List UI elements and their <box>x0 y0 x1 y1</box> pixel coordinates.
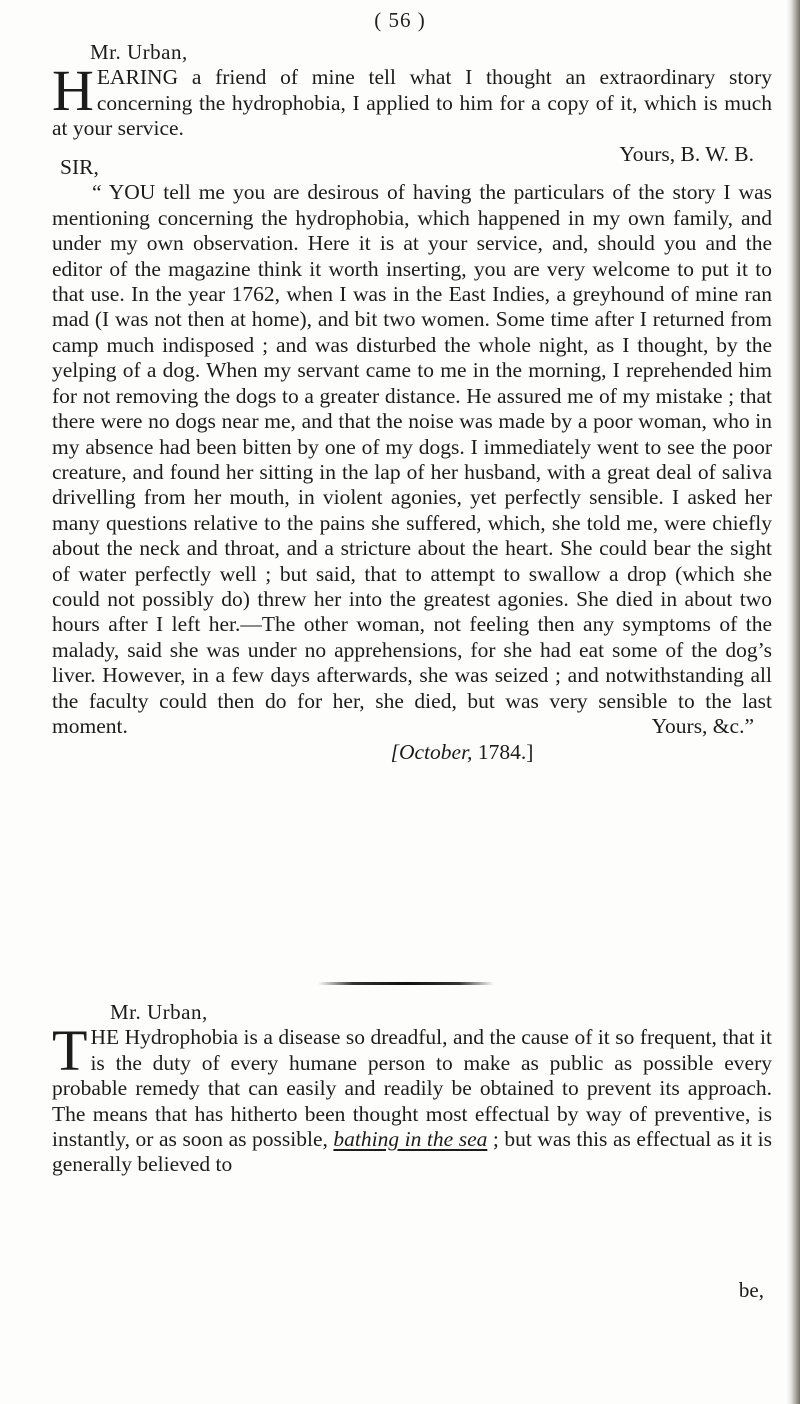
date-month: [October, <box>390 739 473 764</box>
drop-cap-t: T <box>52 1018 88 1084</box>
letter-one-intro <box>52 58 772 141</box>
letter-two-body-start: HE Hydrophobia is a disease so dreadful, and the cause of it so frequent, that it is the duty of every humane person to make as public as possible every probable remedy that can easily and readily be obtained to prevent its approach. The means that has hitherto been thought most effectual by way of preventive, is instantly, or as soon as possible, <box>52 1025 772 1152</box>
letter-two <box>52 1000 772 1178</box>
page-number: ( 56 ) <box>374 8 426 32</box>
letter-one-intro-text: EARING a friend of mine tell what I thought an extraordinary story concerning the hydrophobia, I applied to him for a copy of it, which is much at your service. <box>52 65 772 141</box>
letter-one <box>52 40 772 765</box>
catchword: be, <box>738 1278 764 1302</box>
date-year: 1784.] <box>477 739 534 764</box>
letter-one-signoff: Yours, B. W. B. <box>619 141 754 166</box>
letter-two-body-end: ; but was this as effectual as it is generally believed to <box>52 1127 772 1177</box>
letter-two-body <box>52 1018 772 1177</box>
bathing-in-sea-phrase: bathing in the sea <box>333 1127 488 1152</box>
letter-one-quote: “ YOU tell me you are desirous of having the particulars of the story I was mentioning concerning the hydrophobia, which happened in my own family, and under my own observation. Here it is at your service, and, should you and the editor of the magazine think it worth inserting, you are very welcome to put it to that use. In the year 1762, when I was in the East Indies, a greyhound of mine ran mad (I was not then at home), and bit two women. Some time after I returned from camp much indisposed ; and was disturbed the whole night, as I thought, by the yelping of a dog. When my servant came to me in the morning, I reprehended him for not removing the dogs to a greater distance. He assured me of my mistake ; that there were no dogs near me, and that the noise was made by a poor woman, who in my absence had been bitten by one of my dogs. I immediately went to see the poor creature, and found her sitting in the lap of her husband, with a great deal of saliva drivelling from her mouth, in violent agonies, yet perfectly sensible. I asked her many questions relative to the pains she suffered, which, she told me, were chiefly about the neck and throat, and a stricture about the heart. She could bear the sight of water perfectly well ; but said, that to attempt to swallow a drop (which she could not possibly do) threw her into the greatest agonies. She died in about two hours after I left her.—The other woman, not feeling then any symptoms of the malady, said she was under no apprehensions, for she had eat some of the dog’s liver. However, in a few days afterwards, she was seized ; and notwithstanding all the faculty could then do for her, she died, but was very sensible to the last moment. <box>52 180 772 738</box>
letter-one-sir: SIR, <box>60 155 99 180</box>
letter-one-date <box>52 740 772 765</box>
letter-one-salutation: Mr. Urban, <box>90 40 188 64</box>
drop-cap-h: H <box>52 58 94 124</box>
letter-one-quote-close: Yours, &c.” <box>651 714 754 739</box>
section-divider <box>318 982 494 985</box>
page-edge-shadow <box>786 0 800 1404</box>
letter-two-salutation: Mr. Urban, <box>110 1000 208 1024</box>
